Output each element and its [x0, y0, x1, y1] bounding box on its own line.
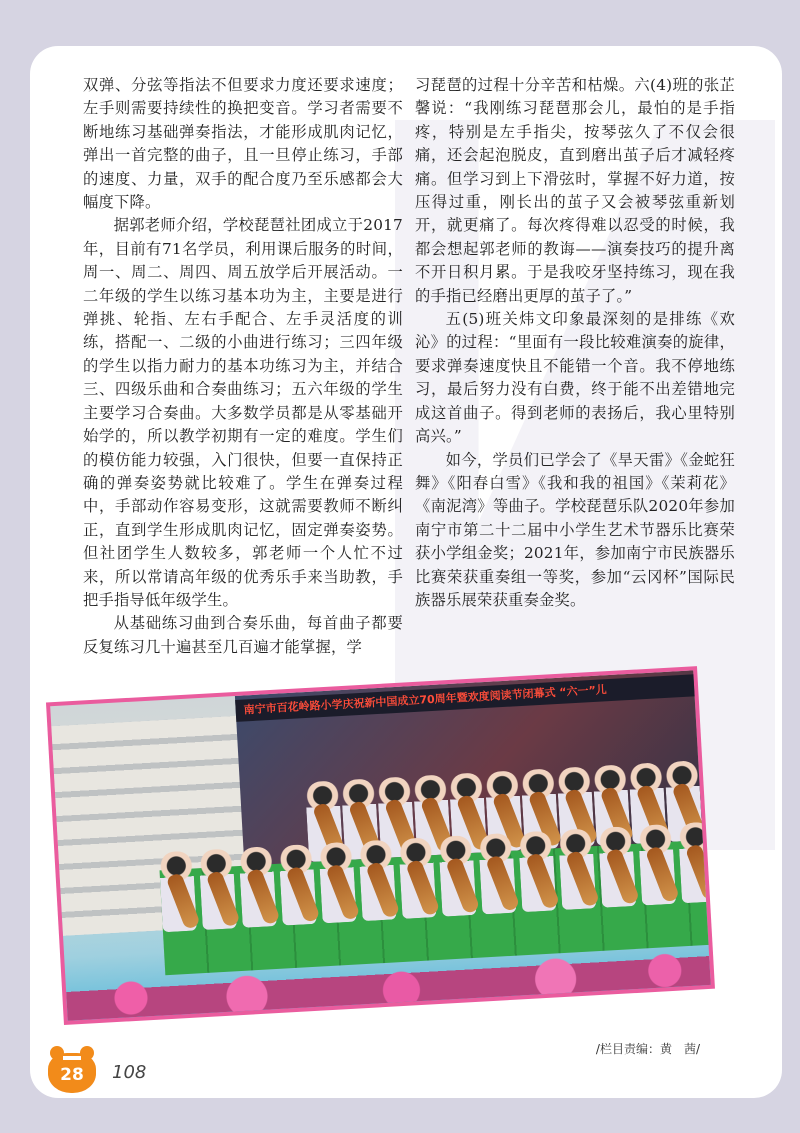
- photo-banner: 南宁市百花岭路小学庆祝新中国成立70周年暨欢度阅读节闭幕式 “六一”儿: [235, 673, 711, 722]
- editor-credit: /栏目责编：黄 茜/: [595, 1042, 700, 1056]
- paragraph: 习琵琶的过程十分辛苦和枯燥。六(4)班的张芷馨说：“我刚练习琵琶那会儿，最怕的是手指疼，特别是左手指尖，按琴弦久了不仅会很痛，还会起泡脱皮，直到磨出茧子后才减轻疼痛。但学习到上下滑弦时，掌握不好力道，按压得过重，刚长出的茧子又会被琴弦重新划开，就更痛了。每次疼得难以忍受的时候，我都会想起郭老师的教诲——演奏技巧的提升离不开日积月累。于是我咬牙坚持练习，现在我的手指已经磨出更厚的茧子了。”: [415, 76, 735, 305]
- pipa-ensemble-photo: [50, 670, 711, 1020]
- left-text-column: [83, 74, 403, 659]
- paragraph: 从基础练习曲到合奏乐曲，每首曲子都要反复练习几十遍甚至几百遍才能掌握，学: [83, 614, 403, 656]
- page-number-badge: [48, 1053, 96, 1093]
- photo-frame: [46, 666, 715, 1025]
- paragraph: 双弹、分弦等指法不但要求力度还要求速度；左手则需要持续性的换把变音。学习者需要不断地练习基础弹奏指法，才能形成肌肉记忆，弹出一首完整的曲子，且一旦停止练习，手部的速度、力量，双手的配合度乃至乐感都会大幅度下降。: [83, 76, 403, 212]
- issue-number: 108: [112, 1062, 147, 1083]
- paragraph: 据郭老师介绍，学校琵琶社团成立于2017年，目前有71名学员，利用课后服务的时间，周一、周二、周四、周五放学后开展活动。一二年级的学生以练习基本功为主，主要是进行弹挑、轮指、左右手配合、左手灵活度的训练，搭配一、二级的小曲进行练习；三四年级的学生以指力耐力的基本功练习为主，并结合三、四级乐曲和合奏曲练习；五六年级的学生主要学习合奏曲。大多数学员都是从零基础开始学的，所以教学初期有一定的难度。学生们的模仿能力较强，入门很快，但要一直保持正确的弹奏姿势就比较难了。学生在弹奏过程中，手部动作容易变形，这就需要教师不断纠正，直到学生形成肌肉记忆，固定弹奏姿势。但社团学生人数较多，郭老师一个人忙不过来，所以常请高年级的优秀乐手来当助教，手把手指导低年级学生。: [83, 216, 403, 609]
- tiger-stripe-icon: [63, 1056, 81, 1060]
- right-text-column: [415, 74, 735, 612]
- paragraph: 如今，学员们已学会了《旱天雷》《金蛇狂舞》《阳春白雪》《我和我的祖国》《茉莉花》《南泥湾》等曲子。学校琵琶乐队2020年参加南宁市第二十二届中小学生艺术节器乐比赛荣获小学组金奖；2021年，参加南宁市民族器乐比赛荣获重奏组一等奖，参加“云冈杯”国际民族器乐展荣获重奏金奖。: [415, 450, 735, 609]
- performers-group: [95, 760, 711, 964]
- paragraph: 五(5)班关炜文印象最深刻的是排练《欢沁》的过程：“里面有一段比较难演奏的旋律，要求弹奏速度快且不能错一个音。我不停地练习，最后努力没有白费，终于能不出差错地完成这首曲子。得到老师的表扬后，我心里特别高兴。”: [415, 310, 735, 446]
- page-number: 28: [60, 1065, 84, 1085]
